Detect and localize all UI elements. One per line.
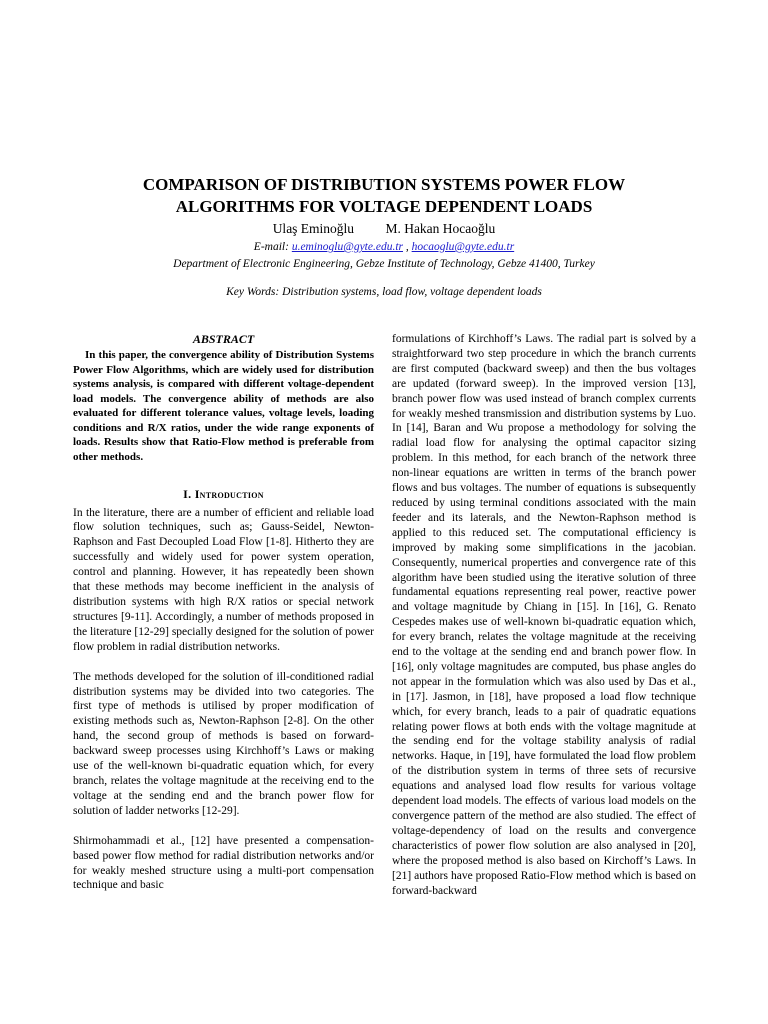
right-column: [392, 332, 696, 898]
left-column: [73, 332, 374, 908]
email-separator: ,: [403, 241, 412, 253]
paper-title: [60, 174, 708, 218]
author-list: [60, 220, 708, 238]
body-paragraph: The methods developed for the solution of ill-conditioned radial distribution systems may be divided into two categories. The first type of methods is utilised by proper modification of existing methods such as, Newton-Raphson [2-8]. On the other hand, the second group of methods is based on forward-backward sweep processes using Kirchhoff’s Laws or making use of the well-known bi-quadratic equation which, for every branch, relates the voltage magnitude at the receiving end to the voltage at the sending end and the branch power flow for solution of ladder networks [12-29].: [73, 670, 374, 817]
body-paragraph: formulations of Kirchhoff’s Laws. The radial part is solved by a straightforward two step procedure in which the branch currents are first computed (backward sweep) and then the bus voltages are updated (forward sweep). In the improved version [13], branch power flow was used instead of branch complex currents for weakly meshed transmission and distribution systems by Luo. In [14], Baran and Wu propose a methodology for solving the radial load flow for analysing the optimal capacitor sizing problem. In this method, for each branch of the network three non-linear equations are written in terms of the branch power flows and bus voltages. The number of equations is subsequently reduced by using terminal conditions associated with the main feeder and its laterals, and the Newton-Raphson method is applied to this reduced set. The computational efficiency is improved by making some simplifications in the jacobian. Consequently, numerical properties and convergence rate of this algorithm have been studied using the iterative solution of three fundamental equations representing real power, reactive power and voltage magnitude by Chiang in [15]. In [16], G. Renato Cespedes makes use of well-known bi-quadratic equation which, for every branch, relates the voltage magnitude at the receiving end to the voltage at the sending end and branch power flow. In [16], only voltage magnitudes are computed, bus phase angles do not appear in the formulation which was also used by Das et al., in [17]. Jasmon, in [18], have proposed a load flow technique which, for every branch, leads to a pair of quadratic equations relating power flows at both ends with the voltage magnitude at the sending end for the voltage stability analysis of radial networks. Haque, in [19], have formulated the load flow problem of the distribution system in terms of three sets of recursive equations and analysed load flow results for various voltage dependent load models. The effects of various load models on the convergence pattern of the method are also studied. The effect of voltage-dependency of load on the results and convergence characteristics of power flow solution are also analysed in [20], where the proposed method is also based on Kirchoff’s Laws. In [21] authors have proposed Ratio-Flow method which is based on forward-backward: [392, 333, 696, 897]
email-label: E-mail:: [253, 241, 292, 253]
title-line-2: ALGORITHMS FOR VOLTAGE DEPENDENT LOADS: [175, 197, 593, 216]
keywords: Key Words: Distribution systems, load flow, voltage dependent loads: [226, 286, 542, 298]
title-line-1: COMPARISON OF DISTRIBUTION SYSTEMS POWER FLOW: [142, 175, 626, 194]
email-link-1[interactable]: u.eminoglu@gyte.edu.tr: [291, 241, 403, 253]
body-paragraph: In the literature, there are a number of efficient and reliable load flow solution techniques, such as; Gauss-Seidel, Newton-Raphson and Fast Decoupled Load Flow [1-8]. Hitherto they are successfully and widely used for power system operation, control and planning. However, it has repeatedly been shown that these methods may become inefficient in the analysis of distribution systems with high R/X ratios or special network structures [9-11]. Accordingly, a number of methods proposed in the literature [12-29] specially designed for the solution of power flow problem in radial distribution networks.: [73, 506, 374, 653]
abstract-text: In this paper, the convergence ability of Distribution Systems Power Flow Algorithms, which are widely used for distribution systems analysis, is compared with different voltage-dependent load models. The convergence ability of methods are also evaluated for different tolerance values, voltage levels, loading conditions and R/X ratios, under the wide range exponents of loads. Results show that Ratio-Flow method is preferable from other methods.: [73, 348, 374, 464]
affiliation: Department of Electronic Engineering, Gebze Institute of Technology, Gebze 41400, Turkey: [173, 258, 595, 270]
section-heading: I. Introduction: [183, 486, 264, 501]
author-name: Ulaş Eminoğlu: [272, 221, 355, 236]
body-paragraph: Shirmohammadi et al., [12] have presented a compensation-based power flow method for radial distribution networks and/or for weakly meshed structure using a multi-port compensation technique and basic: [73, 834, 374, 892]
email-link-2[interactable]: hocaoglu@gyte.edu.tr: [411, 241, 515, 253]
author-name: M. Hakan Hocaoğlu: [385, 221, 496, 236]
abstract-heading: ABSTRACT: [192, 332, 255, 346]
author-emails: [60, 239, 708, 255]
